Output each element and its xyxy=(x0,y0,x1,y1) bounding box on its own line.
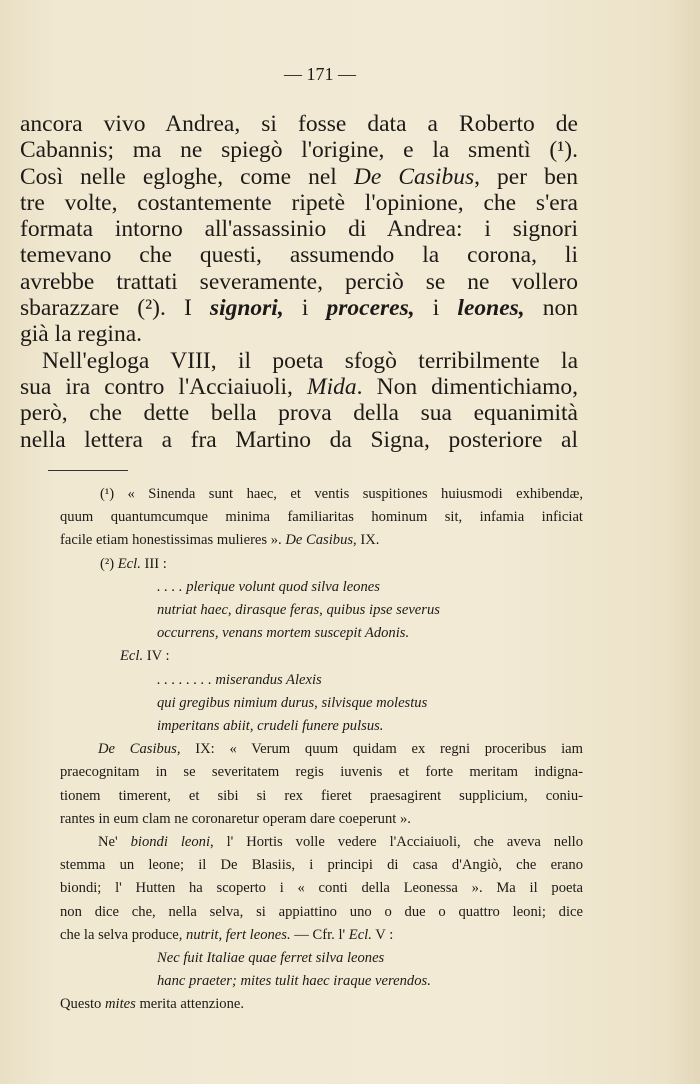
emphasized-text: nutriat haec, dirasque feras, quibus ipse severus xyxy=(157,602,440,619)
footnotes xyxy=(60,483,583,1017)
text-run: , IX: « Verum quum quidam ex regni proceribus iam xyxy=(176,741,584,758)
body-line xyxy=(20,269,578,295)
footnote-line xyxy=(60,529,583,552)
footnote-line xyxy=(60,715,583,738)
footnote-line xyxy=(60,645,583,668)
text-run: III : xyxy=(140,555,167,572)
body-line xyxy=(20,321,578,347)
text-run: (²) xyxy=(100,555,118,572)
emphasized-text: Ecl. xyxy=(120,648,144,665)
body-line xyxy=(20,216,578,242)
text-run: già la regina. xyxy=(20,321,143,348)
footnote-line xyxy=(60,622,583,645)
text-run: tionem timerent, et sibi si rex fieret praesagirent supplicium, coniu- xyxy=(60,787,583,804)
emphasized-text: proceres, xyxy=(326,295,415,322)
emphasized-text: occurrens, venans mortem suscepit Adonis. xyxy=(157,625,410,642)
text-run: temevano che questi, assumendo la corona, li xyxy=(20,242,578,269)
text-run: ancora vivo Andrea, si fosse data a Roberto de xyxy=(20,111,578,137)
text-run: . Non dimentichiamo, xyxy=(356,373,579,400)
text-run: i xyxy=(283,295,327,322)
emphasized-text: qui gregibus nimium durus, silvisque molestus xyxy=(157,694,428,711)
text-run: biondi; l' Hutten ha scoperto i « conti della Leonessa ». Ma il poeta xyxy=(60,880,583,897)
footnote-line xyxy=(60,993,583,1016)
footnote-line xyxy=(60,877,583,900)
body-line xyxy=(20,427,578,453)
body-line xyxy=(20,295,578,321)
text-run: nella lettera a fra Martino da Signa, posteriore al xyxy=(20,426,578,453)
text-run: Cabannis; ma ne spiegò l'origine, e la smentì (¹). xyxy=(20,137,578,164)
emphasized-text: . . . . plerique volunt quod silva leones xyxy=(157,578,380,595)
text-run: Questo xyxy=(60,996,105,1013)
body-line xyxy=(20,190,578,216)
emphasized-text: signori, xyxy=(209,295,284,322)
text-run: stemma un leone; il De Blasiis, i principi di casa d'Angiò, che erano xyxy=(60,857,583,874)
body-line xyxy=(20,400,578,426)
body-line xyxy=(20,374,578,400)
footnote-line xyxy=(60,599,583,622)
emphasized-text: hanc praeter; mites tulit haec iraque verendos. xyxy=(157,973,431,990)
body-text xyxy=(20,111,578,453)
emphasized-text: biondi leoni xyxy=(130,834,211,851)
footnote-line xyxy=(60,576,583,599)
text-run: avrebbe trattati severamente, perciò se ne vollero xyxy=(20,268,578,295)
emphasized-text: imperitans abiit, crudeli funere pulsus. xyxy=(157,718,384,735)
text-run: Ne' xyxy=(98,834,131,851)
body-line xyxy=(20,164,578,190)
emphasized-text: De Casibus xyxy=(98,741,177,758)
body-line xyxy=(20,348,578,374)
emphasized-text: Ecl. xyxy=(348,926,372,943)
text-run: V : xyxy=(371,926,394,943)
emphasized-text: De Casibus xyxy=(285,532,354,549)
footnote-divider xyxy=(48,470,128,471)
emphasized-text: Ecl. xyxy=(117,555,141,572)
emphasized-text: mites xyxy=(105,996,136,1013)
emphasized-text: nutrit, fert leones. xyxy=(186,926,291,943)
text-run: praecognitam in se severitatem regis iuvenis et forte meritam indigna- xyxy=(60,764,583,781)
body-line xyxy=(20,242,578,268)
text-run: tre volte, costantemente ripetè l'opinione, che s'era xyxy=(20,189,578,216)
text-run: che la selva produce, xyxy=(60,926,187,943)
footnote-line xyxy=(60,738,583,761)
text-run: facile etiam honestissimas mulieres ». xyxy=(60,532,286,549)
emphasized-text: Mida xyxy=(307,373,357,400)
text-run: non xyxy=(524,295,579,322)
footnote-line xyxy=(60,924,583,947)
text-run: sbarazzare (²). I xyxy=(20,295,210,322)
footnote-line xyxy=(60,785,583,808)
footnote-line xyxy=(60,808,583,831)
text-run: — Cfr. l' xyxy=(290,926,349,943)
footnote-line xyxy=(60,692,583,715)
text-run: , l' Hortis volle vedere l'Acciaiuoli, che aveva nello xyxy=(210,834,583,851)
body-line xyxy=(20,137,578,163)
text-run: (¹) « Sinenda sunt haec, et ventis suspitiones huiusmodi exhibendæ, xyxy=(100,486,583,502)
footnote-line xyxy=(60,901,583,924)
emphasized-text: De Casibus xyxy=(353,163,475,190)
text-run: sua ira contro l'Acciaiuoli, xyxy=(20,373,308,400)
text-run: però, che dette bella prova della sua equanimità xyxy=(20,400,578,427)
emphasized-text: . . . . . . . . miserandus Alexis xyxy=(157,671,322,688)
emphasized-text: leones, xyxy=(457,295,525,322)
footnote-line xyxy=(60,761,583,784)
text-run: i xyxy=(414,295,458,322)
footnote-line xyxy=(60,970,583,993)
text-run: Nell'egloga VIII, il poeta sfogò terribilmente la xyxy=(42,347,578,374)
text-run: non dice che, nella selva, si appiattino uno o due o quattro leoni; dice xyxy=(60,903,583,920)
footnote-line xyxy=(60,553,583,576)
page-number: — 171 — xyxy=(284,64,356,84)
footnote-line xyxy=(60,483,583,506)
body-line xyxy=(20,111,578,137)
text-run: quum quantumcumque minima familiaritas hominum sit, infamia inficiat xyxy=(60,509,583,526)
footnote-line xyxy=(60,506,583,529)
footnote-line xyxy=(60,947,583,970)
text-run: , per ben xyxy=(474,163,579,190)
text-run: formata intorno all'assassinio di Andrea: i signori xyxy=(20,216,578,243)
text-run: , IX. xyxy=(353,532,380,549)
emphasized-text: Nec fuit Italiae quae ferret silva leones xyxy=(157,950,385,967)
text-run: merita attenzione. xyxy=(135,996,244,1013)
footnote-line xyxy=(60,831,583,854)
text-run: Così nelle egloghe, come nel xyxy=(20,163,354,190)
text-run: IV : xyxy=(143,648,170,665)
text-run: rantes in eum clam ne coronaretur operam dare coeperunt ». xyxy=(60,810,411,827)
footnote-line xyxy=(60,854,583,877)
footnote-line xyxy=(60,669,583,692)
